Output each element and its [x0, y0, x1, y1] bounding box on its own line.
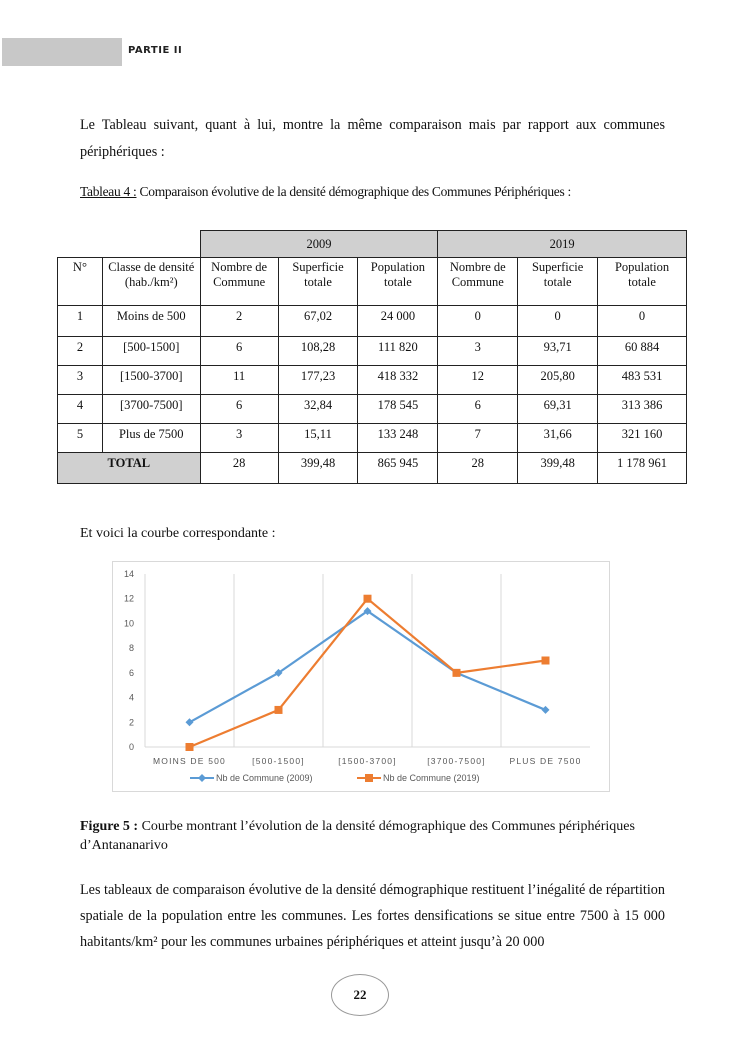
col-header: Classe de densité (hab./km²): [102, 258, 200, 306]
table-cell: 93,71: [518, 337, 598, 366]
table-caption-text: Comparaison évolutive de la densité démographique des Communes Périphériques :: [136, 184, 571, 199]
blank-corner: [58, 231, 201, 258]
table-row: [58, 306, 687, 337]
table-cell: 483 531: [598, 366, 687, 395]
table-cell: 1: [58, 306, 103, 337]
closing-paragraph: Les tableaux de comparaison évolutive de la densité démographique restituent l’inégalité de répartition spatiale de la population entre les communes. Les fortes densifications se situe entre 7500 à 15 000 habitants/km² pour les communes urbaines périphériques et atteint jusqu’à 20 000: [80, 882, 665, 950]
table-cell: [3700-7500]: [102, 395, 200, 424]
total-cell: 1 178 961: [598, 453, 687, 484]
data-point: [453, 669, 461, 677]
total-label: TOTAL: [58, 453, 201, 484]
total-cell: 28: [438, 453, 518, 484]
table-row: [58, 424, 687, 453]
table-row: [58, 366, 687, 395]
table-cell: 178 545: [358, 395, 438, 424]
table-cell: 205,80: [518, 366, 598, 395]
total-cell: 399,48: [278, 453, 358, 484]
table-cell: 0: [438, 306, 518, 337]
data-point: [275, 706, 283, 714]
intro-paragraph: Le Tableau suivant, quant à lui, montre la même comparaison mais par rapport aux communes périphériques :: [80, 117, 665, 160]
table-cell: 321 160: [598, 424, 687, 453]
column-header-row: [58, 258, 687, 306]
table-cell: 5: [58, 424, 103, 453]
x-tick-label: [1500-3700]: [338, 756, 397, 766]
table-cell: 24 000: [358, 306, 438, 337]
table-cell: 67,02: [278, 306, 358, 337]
table-cell: [1500-3700]: [102, 366, 200, 395]
data-point: [364, 595, 372, 603]
table-cell: Plus de 7500: [102, 424, 200, 453]
legend-marker: [365, 774, 373, 782]
table-cell: Moins de 500: [102, 306, 200, 337]
table-cell: 0: [518, 306, 598, 337]
legend-marker: [198, 774, 206, 782]
col-header: N°: [58, 258, 103, 306]
figure-caption: [80, 817, 670, 855]
table-cell: 3: [438, 337, 518, 366]
section-header: PARTIE II: [128, 45, 183, 56]
density-table: [57, 230, 687, 484]
total-cell: 399,48: [518, 453, 598, 484]
table-cell: 7: [438, 424, 518, 453]
year-header-row: [58, 231, 687, 258]
y-tick-label: 12: [123, 593, 134, 604]
table-cell: 69,31: [518, 395, 598, 424]
y-tick-label: 10: [123, 618, 134, 629]
table-cell: 6: [438, 395, 518, 424]
table-cell: 11: [200, 366, 278, 395]
col-header: Population totale: [358, 258, 438, 306]
data-point: [542, 657, 550, 665]
col-header: Superficie totale: [518, 258, 598, 306]
series-line: [190, 611, 546, 722]
table-cell: 3: [58, 366, 103, 395]
x-tick-label: [500-1500]: [252, 756, 305, 766]
total-row: [58, 453, 687, 484]
figure-caption-text: Courbe montrant l’évolution de la densité démographique des Communes périphériques d’Antananarivo: [80, 819, 635, 853]
table-cell: 2: [200, 306, 278, 337]
table-cell: 177,23: [278, 366, 358, 395]
table-row: [58, 395, 687, 424]
page-number: 22: [331, 974, 389, 1016]
table-cell: [500-1500]: [102, 337, 200, 366]
col-header: Population totale: [598, 258, 687, 306]
table-caption-label: Tableau 4 :: [80, 184, 137, 199]
figure-caption-label: Figure 5 :: [80, 819, 139, 834]
chart-svg: [113, 562, 609, 791]
table-cell: 133 248: [358, 424, 438, 453]
y-tick-label: 8: [128, 643, 134, 654]
table-cell: 418 332: [358, 366, 438, 395]
header-gray-bar: [2, 38, 122, 66]
chart-intro: Et voici la courbe correspondante :: [80, 526, 276, 541]
y-tick-label: 14: [123, 569, 134, 579]
y-tick-label: 4: [128, 692, 134, 703]
table-cell: 3: [200, 424, 278, 453]
table-cell: 4: [58, 395, 103, 424]
table-cell: 6: [200, 395, 278, 424]
table-cell: 15,11: [278, 424, 358, 453]
table-caption: [80, 184, 571, 200]
total-cell: 865 945: [358, 453, 438, 484]
col-header: Superficie totale: [278, 258, 358, 306]
total-cell: 28: [200, 453, 278, 484]
col-header: Nombre de Commune: [200, 258, 278, 306]
table-cell: 31,66: [518, 424, 598, 453]
table-cell: 6: [200, 337, 278, 366]
x-tick-label: PLUS DE 7500: [509, 756, 582, 766]
table-cell: 0: [598, 306, 687, 337]
year-2009: 2009: [200, 231, 438, 258]
year-2019: 2019: [438, 231, 687, 258]
series-line: [190, 599, 546, 747]
legend-label: Nb de Commune (2019): [383, 773, 480, 783]
table-cell: 2: [58, 337, 103, 366]
table-cell: 32,84: [278, 395, 358, 424]
y-tick-label: 0: [128, 742, 134, 752]
table-cell: 12: [438, 366, 518, 395]
table-cell: 313 386: [598, 395, 687, 424]
table-cell: 60 884: [598, 337, 687, 366]
x-tick-label: MOINS DE 500: [153, 756, 226, 766]
legend-label: Nb de Commune (2009): [216, 773, 313, 783]
line-chart: [112, 561, 610, 792]
x-tick-label: [3700-7500]: [427, 756, 486, 766]
col-header: Nombre de Commune: [438, 258, 518, 306]
table-row: [58, 337, 687, 366]
table-cell: 111 820: [358, 337, 438, 366]
y-tick-label: 6: [128, 667, 134, 678]
table-cell: 108,28: [278, 337, 358, 366]
y-tick-label: 2: [128, 717, 134, 728]
data-point: [186, 743, 194, 751]
data-point: [542, 706, 550, 714]
